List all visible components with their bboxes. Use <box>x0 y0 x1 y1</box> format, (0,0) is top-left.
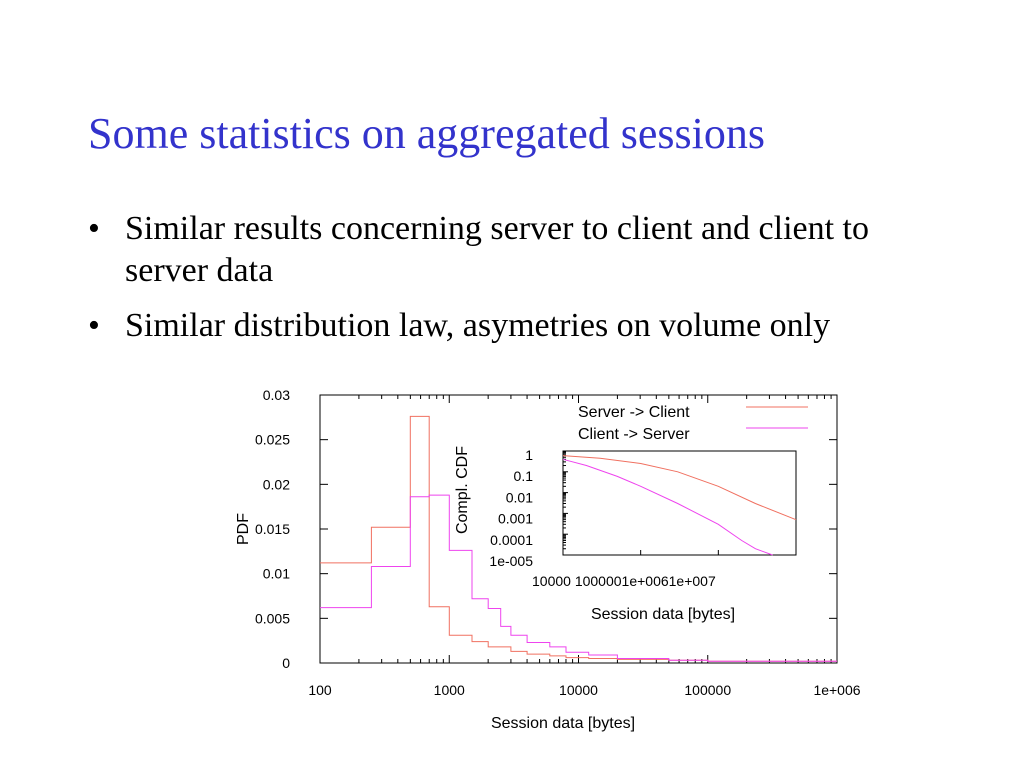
x-tick-label: 1000 <box>433 682 465 698</box>
bullet-text: Similar results concerning server to client and client to server data <box>125 210 869 289</box>
x-tick-label: 100 <box>308 682 332 698</box>
inset-x-tick-labels: 10000 1000001e+0061e+007 <box>532 573 716 589</box>
y-tick-label: 0.03 <box>262 387 290 403</box>
bullet-dot-icon: • <box>88 307 100 344</box>
series-line-server-client <box>320 416 837 661</box>
x-tick-label: 100000 <box>684 682 732 698</box>
legend-label-client-server: Client -> Server <box>578 426 690 443</box>
y-tick-label: 0 <box>282 655 290 671</box>
legend <box>578 404 808 443</box>
inset-y-tick-label: 1 <box>525 447 533 463</box>
y-tick-label: 0.005 <box>254 610 290 627</box>
main-chart <box>235 387 861 732</box>
inset-plot-frame <box>563 451 796 555</box>
x-tick-label: 10000 <box>559 682 598 698</box>
inset-ticks <box>489 447 796 589</box>
inset-y-tick-label: 0.01 <box>505 489 533 506</box>
y-tick-label: 0.015 <box>254 521 290 537</box>
main-x-axis-label: Session data [bytes] <box>490 715 636 732</box>
inset-series <box>563 456 796 555</box>
legend-label-server-client: Server -> Client <box>578 404 690 421</box>
inset-chart <box>454 446 796 623</box>
inset-series-line-server-client <box>563 456 796 520</box>
inset-y-axis-label: Compl. CDF <box>454 445 471 535</box>
inset-y-tick-label: 0.0001 <box>490 531 533 548</box>
bullet-text: Similar distribution law, asymetries on volume only <box>125 307 831 344</box>
slide-title: Some statistics on aggregated sessions <box>88 109 766 158</box>
inset-y-tick-label: 1e-005 <box>489 553 533 569</box>
inset-series-line-client-server <box>563 459 773 555</box>
x-tick-label: 1e+006 <box>813 682 861 698</box>
main-y-axis-label: PDF <box>235 513 252 545</box>
inset-y-tick-label: 0.1 <box>513 468 533 485</box>
y-tick-label: 0.01 <box>262 565 290 582</box>
y-tick-label: 0.02 <box>262 476 290 493</box>
main-series <box>320 416 837 661</box>
main-ticks <box>255 387 861 698</box>
y-tick-label: 0.025 <box>254 431 290 448</box>
inset-y-tick-label: 0.001 <box>497 510 533 527</box>
inset-x-axis-label: Session data [bytes] <box>590 606 736 623</box>
bullet-dot-icon: • <box>88 210 100 247</box>
